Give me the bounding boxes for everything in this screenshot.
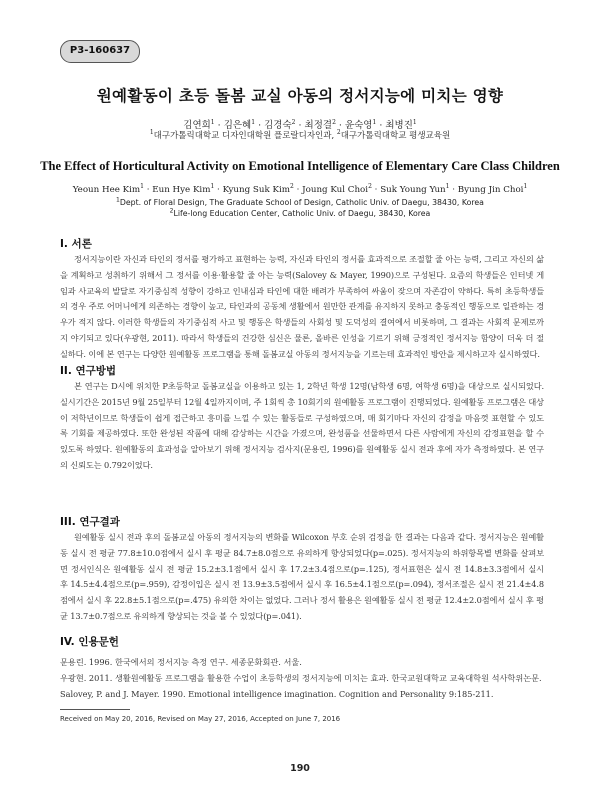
author-name: 최병진 — [385, 120, 413, 131]
author-affil-mark: 1 — [210, 183, 215, 191]
section-heading-intro: I. 서론 — [60, 238, 92, 250]
author-affil-mark: 1 — [210, 118, 215, 126]
author-affil-mark: 1 — [140, 183, 144, 191]
reference-list — [60, 655, 544, 702]
affiliation: Life-long Education Center, Catholic Univ. of Daegu, 38430, Korea — [173, 208, 431, 218]
author-affil-mark: 2 — [291, 118, 296, 126]
author-name: Suk Young Yun — [380, 185, 446, 195]
footnote-divider — [60, 709, 130, 710]
author-affil-mark: 1 — [523, 183, 528, 191]
author-separator: · — [293, 185, 303, 195]
authors-english — [0, 185, 600, 195]
author-name: 김은혜 — [223, 120, 252, 131]
author-separator: · — [255, 120, 265, 131]
author-separator: · — [143, 185, 153, 195]
paper-id-badge: P3-160637 — [60, 40, 140, 63]
affiliations-korean — [0, 129, 600, 141]
author-separator: · — [449, 185, 458, 195]
section-heading-references: IV. 인용문헌 — [60, 636, 119, 648]
affiliation: 대구가톨릭대학교 디자인대학원 플로랄디자인과, — [153, 131, 337, 141]
author-affil-mark: 2 — [290, 183, 294, 191]
received-dates: Received on May 20, 2016, Revised on May 27, 2016, Accepted on June 7, 2016 — [60, 715, 341, 723]
reference-item: Salovey, P. and J. Mayer. 1990. Emotional intelligence imagination. Cognition and Personality 9:185-211. — [60, 688, 494, 699]
section-heading-methods: II. 연구방법 — [60, 365, 117, 377]
reference-item: 우광현. 2011. 생활원예활동 프로그램을 활용한 수업이 초등학생의 정서지능에 미치는 효과. 한국교원대학교 교육대학원 석사학위논문. — [60, 672, 542, 683]
author-name: 최정결 — [304, 120, 333, 131]
author-separator: · — [371, 185, 381, 195]
author-affil-mark: 2 — [332, 118, 336, 126]
author-separator: · — [335, 120, 345, 131]
author-name: Yeoun Hee Kim — [72, 185, 141, 195]
section-body-intro: 정서지능이란 자신과 타인의 정서를 평가하고 표현하는 능력, 자신과 타인의 정서를 효과적으로 조절할 줄 아는 능력, 그리고 자신의 삶을 계획하고 성취하기 위해서 그 정서를 이용·활용할 줄 아는 능력(Salovey & Mayer, 1990)으로 구성된다. 요즘의 학생들은 인터넷 게임과 사교육의 발달로 자기중심적 성향이 강하고 인내심과 타인에 대한 배려가 부족하여 싸움이 잦으며 자존감이 약하다. 특히 초등학생들의 경우 주로 어머니에게 의존하는 경향이 높고, 타인과의 공동체 생활에서 원만한 관계를 유지하지 못하고 충동적인 행동으로 일관하는 경우가 적지 않다. 이러한 학생들의 자기중심적 사고 및 행동은 학생들의 사회성 및 도덕성의 결여에서 비롯하며, 그 결과는 사회적 문제로까지 야기되고 있다(우광현, 2011). 따라서 학생들의 건강한 심신은 물론, 올바른 인성을 기르기 위해 긍정적인 정서지능 함양이 더욱 더 절실하다. 이에 본 연구는 다양한 원예활동 프로그램을 통해 돌봄교실 아동의 정서지능을 기르는데 효과적인 방안을 제시하고자 실시하였다. — [60, 254, 544, 359]
author-name: 윤숙영 — [344, 120, 373, 131]
author-name: Byung Jin Choi — [457, 185, 524, 195]
author-separator: · — [295, 120, 305, 131]
section-body-methods: 본 연구는 D시에 위치한 P초등학교 돌봄교실을 이용하고 있는 1, 2학년 학생 12명(남학생 6명, 여학생 6명)을 대상으로 실시되었다. 실시기간은 2015년 9월 25일부터 12월 4일까지이며, 주 1회씩 총 10회기의 원예활동 프로그램이 진행되었다. 원예활동 프로그램은 대상이 저학년이므로 학생들이 쉽게 접근하고 흥미를 느낄 수 있는 활동들로 구성하였으며, 매 회기마다 자신의 감정을 마음껏 표현할 수 있도록 기회를 제공하였다. 또한 완성된 작품에 대해 감상하는 시간을 가졌으며, 완성품을 선물하면서 다른 사람에게 자신의 감정표현을 할 수 있도록 하였다. 원예활동의 효과성을 알아보기 위해 정서지능 검사지(문용린, 1996)를 원예활동 실시 전과 후에 자가 측정하였다. 본 연구의 신뢰도는 0.792이었다. — [60, 381, 544, 470]
affil-mark: 2 — [169, 206, 174, 214]
author-affil-mark: 1 — [412, 118, 417, 126]
affiliation: Dept. of Floral Design, The Graduate School of Design, Catholic Univ. of Daegu, 38430, Korea — [119, 198, 484, 207]
section-body-results: 원예활동 실시 전과 후의 돌봄교실 아동의 정서지능의 변화를 Wilcoxon 부호 순위 검정을 한 결과는 다음과 같다. 정서지능은 원예활동 실시 전 평균 77.8±10.0점에서 실시 후 평균 84.7±8.0점으로 유의하게 향상되었다(p=.025). 정서지능의 하위항목별 변화를 살펴보면 정서인식은 원예활동 실시 전 평균 15.2±3.1점에서 실시 후 17.2±3.4점으로(p=.125), 정서표현은 실시 전 14.8±3.3점에서 실시 후 14.5±4.4점으로(p=.959), 감정이입은 실시 전 13.9±3.5점에서 실시 후 16.5±4.1점으로(p=.094), 정서조절은 실시 전 21.4±4.8점에서 실시 후 22.8±5.1점으로(p=.475) 유의한 차이는 없었다. 그러나 정서 활용은 원예활동 실시 전 평균 12.4±2.0점에서 실시 후 평균 13.7±0.7점으로 유의하게 향상되는 것을 볼 수 있었다(p=.041). — [60, 532, 544, 621]
section-heading-results: III. 연구결과 — [60, 516, 120, 528]
author-separator: · — [214, 185, 223, 195]
affil-mark: 1 — [116, 196, 120, 204]
author-affil-mark: 1 — [445, 183, 450, 191]
author-affil-mark: 1 — [251, 118, 256, 126]
title-english: The Effect of Horticultural Activity on Emotional Intelligence of Elementary Care Class Children — [40, 159, 560, 173]
affiliation: 대구가톨릭대학교 평생교육원 — [340, 131, 451, 141]
affiliations-english — [0, 198, 600, 219]
page-number: 190 — [290, 763, 310, 774]
author-separator: · — [376, 120, 386, 131]
author-name: Eun Hye Kim — [152, 185, 211, 195]
author-name: 김경숙 — [264, 120, 292, 131]
author-affil-mark: 1 — [372, 118, 377, 126]
affil-mark: 1 — [149, 129, 154, 137]
author-name: 김연희 — [183, 120, 211, 131]
author-affil-mark: 2 — [368, 183, 372, 191]
affil-mark: 2 — [336, 129, 341, 137]
affiliation-line — [0, 206, 600, 220]
reference-item: 문용린. 1996. 한국에서의 정서지능 측정 연구. 세종문화회관. 서울. — [60, 657, 302, 667]
author-name: Joung Kul Choi — [302, 185, 369, 195]
author-separator: · — [214, 120, 224, 131]
title-korean: 원예활동이 초등 돌봄 교실 아동의 정서지능에 미치는 영향 — [96, 87, 504, 105]
author-name: Kyung Suk Kim — [222, 185, 291, 195]
affiliation-line — [0, 198, 600, 209]
